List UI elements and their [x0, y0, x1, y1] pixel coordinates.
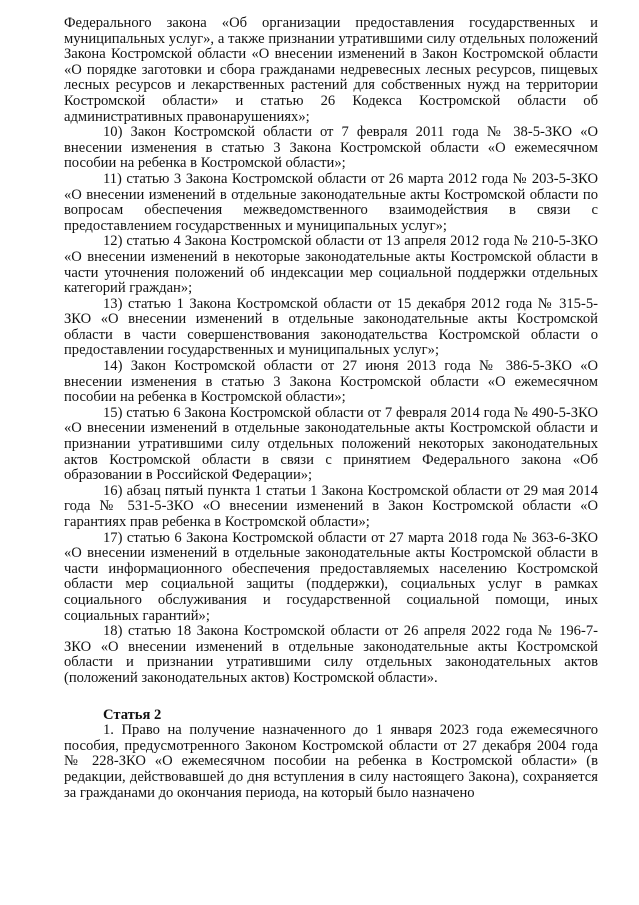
list-item-17: 17) статью 6 Закона Костромской области от 27 марта 2018 года № 363-6-ЗКО «О внесении изменений в отдельные законодательные акты Костромской области в части информационного обеспечения предоставляемых населению Костромской области мер социальной защиты (поддержки), социальных услуг в рамках социального обслуживания и государственной социальной помощи, иных социальных гарантий»; — [64, 529, 598, 624]
list-item-13: 13) статью 1 Закона Костромской области от 15 декабря 2012 года № 315-5-ЗКО «О внесении изменений в отдельные законодательные акты Костромской области в части совершенствования законодательства Костромской области о предоставлении государственных и муниципальных услуг»; — [64, 295, 598, 359]
list-item-18: 18) статью 18 Закона Костромской области от 26 апреля 2022 года № 196-7-ЗКО «О внесении изменений в отдельные законодательные акты Костромской области и признании утратившими силу отдельных законодательных актов (положений законодательных актов) Костромской области». — [64, 623, 598, 686]
article-paragraph: 1. Право на получение назначенного до 1 января 2023 года ежемесячного пособия, предусмотренного Законом Костромской области от 27 декабря 2004 года № 228-ЗКО «О ежемесячном пособии на ребенка в Костромской области» (в редакции, действовавшей до дня вступления в силу настоящего Закона), сохраняется за гражданами до окончания периода, на который было назначено — [64, 722, 598, 801]
document-page — [64, 16, 598, 801]
list-item-10: 10) Закон Костромской области от 7 февраля 2011 года № 38-5-ЗКО «О внесении изменения в статью 3 Закона Костромской области «О ежемесячном пособии на ребенка в Костромской области»; — [64, 124, 598, 172]
list-item-15: 15) статью 6 Закона Костромской области от 7 февраля 2014 года № 490-5-ЗКО «О внесении изменений в отдельные законодательные акты Костромской области и признании утратившими силу отдельных положений некоторых законодательных актов Костромской области в связи с принятием Федерального закона «Об образовании в Российской Федерации»; — [64, 404, 598, 484]
list-item-16: 16) абзац пятый пункта 1 статьи 1 Закона Костромской области от 29 мая 2014 года № 531-5-ЗКО «О внесении изменений в Закон Костромской области «О гарантиях прав ребенка в Костромской области»; — [64, 482, 598, 530]
list-item-14: 14) Закон Костромской области от 27 июня 2013 года № 386-5-ЗКО «О внесении изменения в статью 3 Закона Костромской области «О ежемесячном пособии на ребенка в Костромской области»; — [64, 358, 598, 406]
article-heading: Статья 2 — [103, 706, 162, 723]
paragraph-continuation: Федерального закона «Об организации предоставления государственных и муниципальных услуг», а также признании утратившими силу отдельных положений Закона Костромской области «О внесении изменений в Закон Костромской области «О порядке заготовки и сбора гражданами недревесных лесных ресурсов, пищевых лесных ресурсов и лекарственных растений для собственных нужд на территории Костромской области» и статью 26 Кодекса Костромской области об административных правонарушениях»; — [64, 15, 598, 125]
list-item-12: 12) статью 4 Закона Костромской области от 13 апреля 2012 года № 210-5-ЗКО «О внесении изменений в некоторые законодательные акты Костромской области в части уточнения положений об индексации мер социальной поддержки отдельных категорий граждан»; — [64, 233, 598, 297]
list-item-11: 11) статью 3 Закона Костромской области от 26 марта 2012 года № 203-5-ЗКО «О внесении изменений в отдельные законодательные акты Костромской области по вопросам обеспечения межведомственного взаимодействия в связи с предоставлением государственных и муниципальных услуг»; — [64, 170, 598, 234]
